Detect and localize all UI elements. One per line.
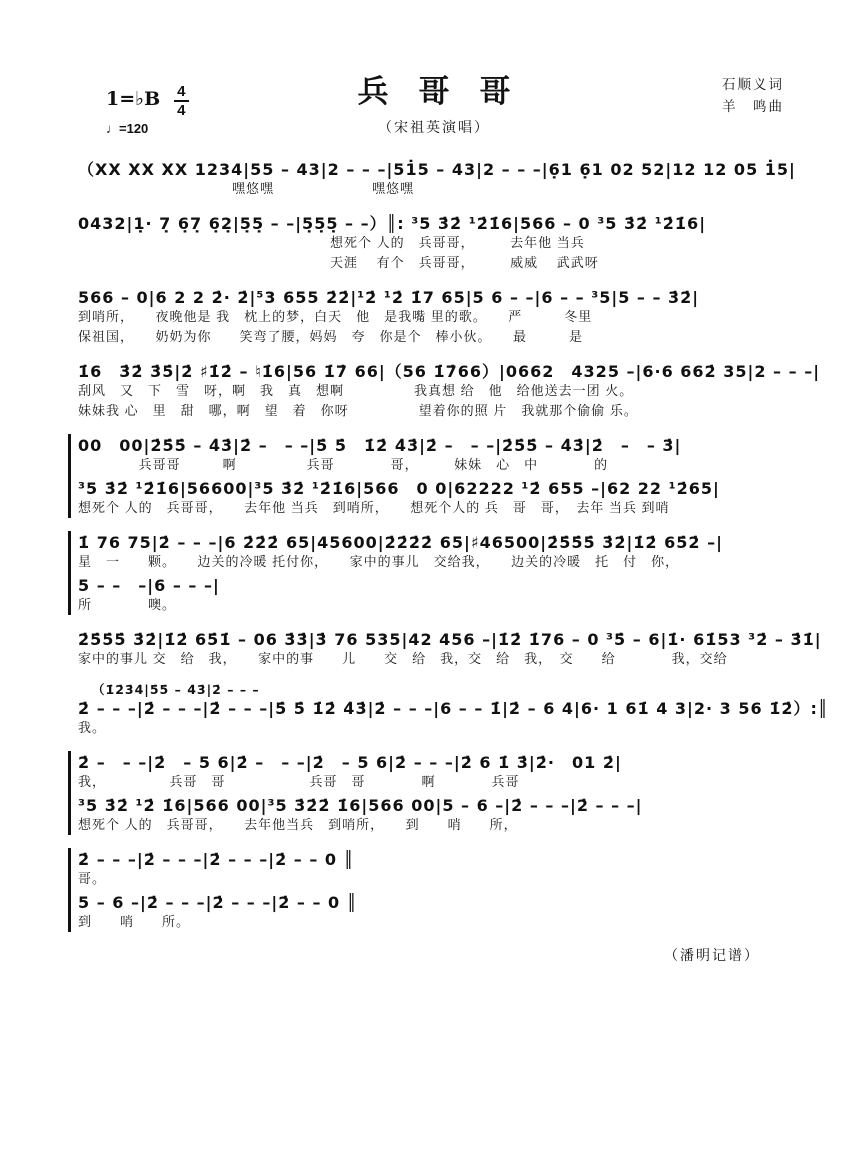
cue-notes-line-8-1: （1̇2̇3̇4̇|5̇5̇ – 4̇3̇|2̇ – – – — [92, 681, 260, 697]
system-6 — [68, 531, 790, 615]
score-body — [78, 158, 829, 932]
lyrics-line-7-1-1: 家中的事儿 交 给 我， 家中的事 儿 交 给 我，交 给 我， 交 给 我，交给 — [78, 650, 728, 666]
notes-line-7-1: 2̇5̇5̇5̇ 3̇2̇|1̇2̇ 65̇1̇ – 06 3̇3̇|3̇ 76 535|42 456 –|1̇2̇ 1̇76 – 0 ³5̇ – 6|1̇· 61̇53 ³2̇ – 3̇1̇| — [78, 629, 822, 649]
system-8 — [78, 681, 829, 738]
lyrics-line-6-1-1: 星 一 颗。 边关的冷暖 托付你， 家中的事儿 交给我， 边关的冷暖 托 付 你， — [78, 553, 680, 569]
lyrics-line-10-1-1: 哥。 — [78, 871, 107, 887]
system-5 — [68, 434, 790, 518]
composer-credit: 羊 鸣曲 — [722, 98, 784, 114]
system-3 — [78, 286, 790, 347]
system-1 — [78, 158, 796, 199]
lyrics-line-5-1-1: 兵哥哥 啊 兵哥 哥， 妹妹 心 中 的 — [78, 456, 609, 472]
notes-line-9-2: ³5 3̇2̇ ¹2̇ 1̇6|566 00|³5 3̇2̇2̇ 1̇6|566 00|5 – 6 –|2̇ – – –|2̇ – – –| — [78, 795, 643, 815]
lyrics-line-8-2-1: 我。 — [78, 720, 107, 735]
notes-line-5-2: ³5 3̇2̇ ¹2̇1̇6|56600|³5 3̇2̇ ¹2̇1̇6|566 0 0|62222 ¹2̇ 655 –|62 22 ¹2̇65| — [78, 478, 720, 498]
notes-line-10-2: 5 – 6 –|2̇ – – –|2̇ – – –|2̇ – – 0 ║ — [78, 892, 358, 912]
notes-line-8-2: 2̇ – – –|2̇ – – –|2̇ – – –|5̇ 5̇ 1̇2̇ 4̇3̇|2̇ – – –|6 – – 1̇|2̇ – 6 4|6· 1 61̇ 4 3|2· 3 56 1̇2̇）:║ — [78, 698, 829, 718]
time-signature-denominator: 4 — [177, 102, 186, 119]
lyrics-line-2-1-2: 天涯 有个 兵哥哥， 威威 武武呀 — [78, 255, 599, 271]
notes-line-3-1: 566 – 0|6 2 2 2̇· 2̇|⁵3 655 2̇2̇|¹2̇ ¹2̇ 1̇7 65|5 6 – –|6 – – ³5|5 – – 3̇2̇| — [78, 287, 700, 307]
notes-line-4-1: 1̇6 3̇2̇ 3̇5̇|2̇ ♯1̇2̇ – ♮1̇6|56 1̇7̇ 66|（56 1̇7̇66）|0662 4325 –|6·6 662̇ 35|2 – – –| — [78, 361, 821, 381]
transcriber-credit: （潘明记谱） — [664, 946, 760, 963]
lyrics-line-2-1-1: 想死个 人的 兵哥哥， 去年他 当兵 — [78, 235, 585, 251]
lyrics-line-1-1-1: 嘿悠嘿 嘿悠嘿 — [78, 181, 415, 197]
system-2 — [78, 212, 790, 273]
system-4 — [78, 360, 821, 421]
score-header — [78, 66, 790, 158]
song-title: 兵哥哥 — [357, 74, 541, 110]
system-10 — [68, 848, 790, 932]
system-9 — [68, 751, 790, 835]
tempo-marking: ♩=120 — [106, 121, 149, 136]
lyricist-credit: 石顺义词 — [722, 77, 784, 92]
lyrics-line-9-2-1: 想死个 人的 兵哥哥， 去年他当兵 到哨所， 到 哨 所， — [78, 817, 518, 833]
credits-block — [722, 74, 784, 117]
lyrics-line-5-2-1: 想死个 人的 兵哥哥， 去年他 当兵 到哨所， 想死个人的 兵 哥 哥， 去年 当兵 到哨 — [78, 499, 670, 515]
notes-line-10-1: 2̇ – – –|2̇ – – –|2̇ – – –|2̇ – – 0 ║ — [78, 849, 355, 869]
title-block — [78, 66, 790, 137]
notes-line-1-1: （XX XX XX 1234|55 – 43|2 – – –|51̇5 – 43|2 – – –|6̣1 6̣1 02 52|12 12 05 1̇5| — [78, 160, 796, 179]
lyrics-line-4-1-1: 刮风 又 下 雪 呀，啊 我 真 想啊 我真想 给 他 给他送去一团 火。 — [78, 382, 634, 398]
notes-line-9-1: 2̇ – – –|2̇ – 5 6|2̇ – – –|2̇ – 5 6|2̇ – – –|2̇ 6 1̇ 3̇|2̇· 01 2̇| — [78, 752, 622, 772]
score-footer — [78, 945, 790, 965]
notes-line-6-2: 5 – – –|6 – – –| — [78, 575, 220, 595]
lyrics-line-3-1-2: 保祖国， 奶奶为你 笑弯了腰，妈妈 夸 你是个 棒小伙。 最 是 — [78, 328, 584, 344]
notes-line-6-1: 1̇ 76 75|2̇ – – –|6 2̇2̇2̇ 65|45600|2̇2̇2̇2̇ 65|♯46500|2̇5̇5̇5̇ 3̇2̇|1̇2̇ 65̇2̇ –| — [78, 532, 723, 552]
system-7 — [78, 628, 822, 669]
lyrics-line-6-2-1: 所 噢。 — [78, 596, 177, 612]
performer-subtitle: （宋祖英演唱） — [378, 119, 490, 135]
key-signature: 1=♭B — [106, 88, 161, 111]
lyrics-line-4-1-2: 妹妹我 心 里 甜 哪，啊 望 着 你呀 望着你的照 片 我就那个偷偷 乐。 — [78, 402, 638, 418]
lyrics-line-9-1-1: 我， 兵哥 哥 兵哥 哥 啊 兵哥 — [78, 774, 520, 790]
notes-line-5-1: 00 00|2̇5̇5̇ – 4̇3̇|2̇ – – –|5̇ 5̇ 1̇2̇ 4̇3̇|2̇ – – –|2̇5̇5̇ – 4̇3̇|2̇ – – 3̇| — [78, 435, 682, 455]
lyrics-line-3-1-1: 到哨所， 夜晚他是 我 枕上的梦，白天 他 是我嘴 里的歌。 严 冬里 — [78, 309, 593, 325]
notes-line-2-1: 0432|1̣· 7̣ 6̣7̣ 6̣2̣|5̣5̣ – –|5̣5̣5̣ – –）║: ³5 3̇2̇ ¹2̇1̇6|566 – 0 ³5 3̇2̇ ¹2̇1̇6| — [78, 214, 707, 234]
lyrics-line-10-2-1: 到 哨 所。 — [78, 914, 191, 930]
time-signature-numerator: 4 — [174, 84, 188, 102]
